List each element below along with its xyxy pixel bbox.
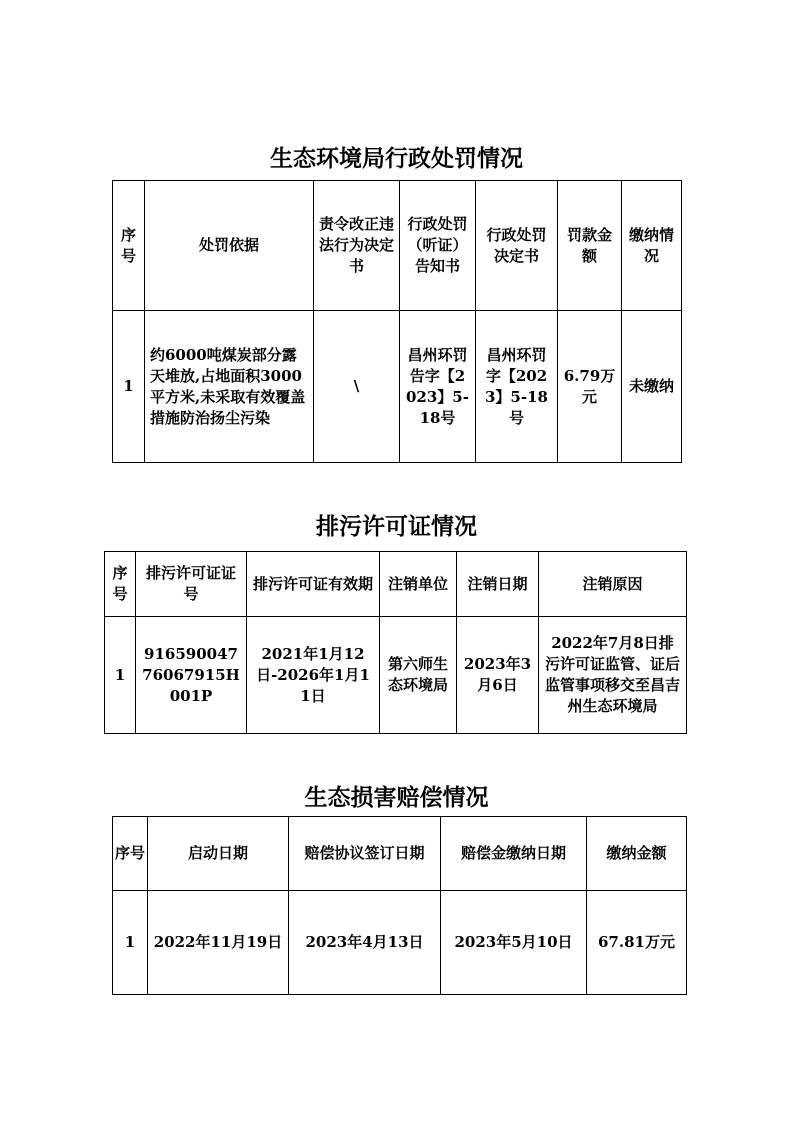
header-cell: 责令改正违法行为决定书 [314,181,400,311]
compensation-title: 生态损害赔偿情况 [304,785,489,811]
header-cell: 注销日期 [457,552,539,617]
cell-cancel-date: 2023年3月6日 [457,617,539,734]
header-cell: 缴纳金额 [587,817,687,891]
header-cell: 处罚依据 [145,181,314,311]
header-cell: 缴纳情况 [622,181,682,311]
header-cell: 启动日期 [148,817,289,891]
cell-cancel-unit: 第六师生态环境局 [380,617,457,734]
compensation-header-row [113,817,687,891]
header-cell: 赔偿协议签订日期 [289,817,441,891]
cell-decision: 昌州环罚字【2023】5-18号 [476,311,558,463]
cell-index: 1 [113,891,148,995]
header-cell: 注销原因 [539,552,687,617]
header-cell: 排污许可证有效期 [247,552,380,617]
header-cell: 排污许可证证号 [136,552,247,617]
cell-cancel-reason: 2022年7月8日排污许可证监管、证后监管事项移交至昌吉州生态环境局 [539,617,687,734]
permit-table [104,551,687,734]
cell-notice: 昌州环罚告字【2023】5-18号 [400,311,476,463]
table-row [113,891,687,995]
cell-permit-number: 91659004776067915H001P [136,617,247,734]
header-cell: 注销单位 [380,552,457,617]
cell-basis: 约6000吨煤炭部分露天堆放,占地面积3000平方米,未采取有效覆盖措施防治扬尘污染 [145,311,314,463]
header-cell: 序号 [113,181,145,311]
cell-validity: 2021年1月12日-2026年1月11日 [247,617,380,734]
header-cell: 行政处罚决定书 [476,181,558,311]
compensation-table [112,816,687,995]
table-row [113,311,682,463]
header-cell: 序号 [113,817,148,891]
cell-order: \ [314,311,400,463]
cell-agreement-date: 2023年4月13日 [289,891,441,995]
header-cell: 赔偿金缴纳日期 [441,817,587,891]
header-cell: 行政处罚（听证）告知书 [400,181,476,311]
header-cell: 罚款金额 [558,181,622,311]
permit-header-row [105,552,687,617]
permit-title: 排污许可证情况 [316,514,477,540]
cell-amount: 67.81万元 [587,891,687,995]
penalty-title: 生态环境局行政处罚情况 [270,146,523,172]
cell-index: 1 [113,311,145,463]
header-cell: 序号 [105,552,136,617]
cell-payment: 未缴纳 [622,311,682,463]
table-row [105,617,687,734]
penalty-header-row [113,181,682,311]
cell-index: 1 [105,617,136,734]
cell-payment-date: 2023年5月10日 [441,891,587,995]
cell-start-date: 2022年11月19日 [148,891,289,995]
cell-fine: 6.79万元 [558,311,622,463]
penalty-table [112,180,682,463]
